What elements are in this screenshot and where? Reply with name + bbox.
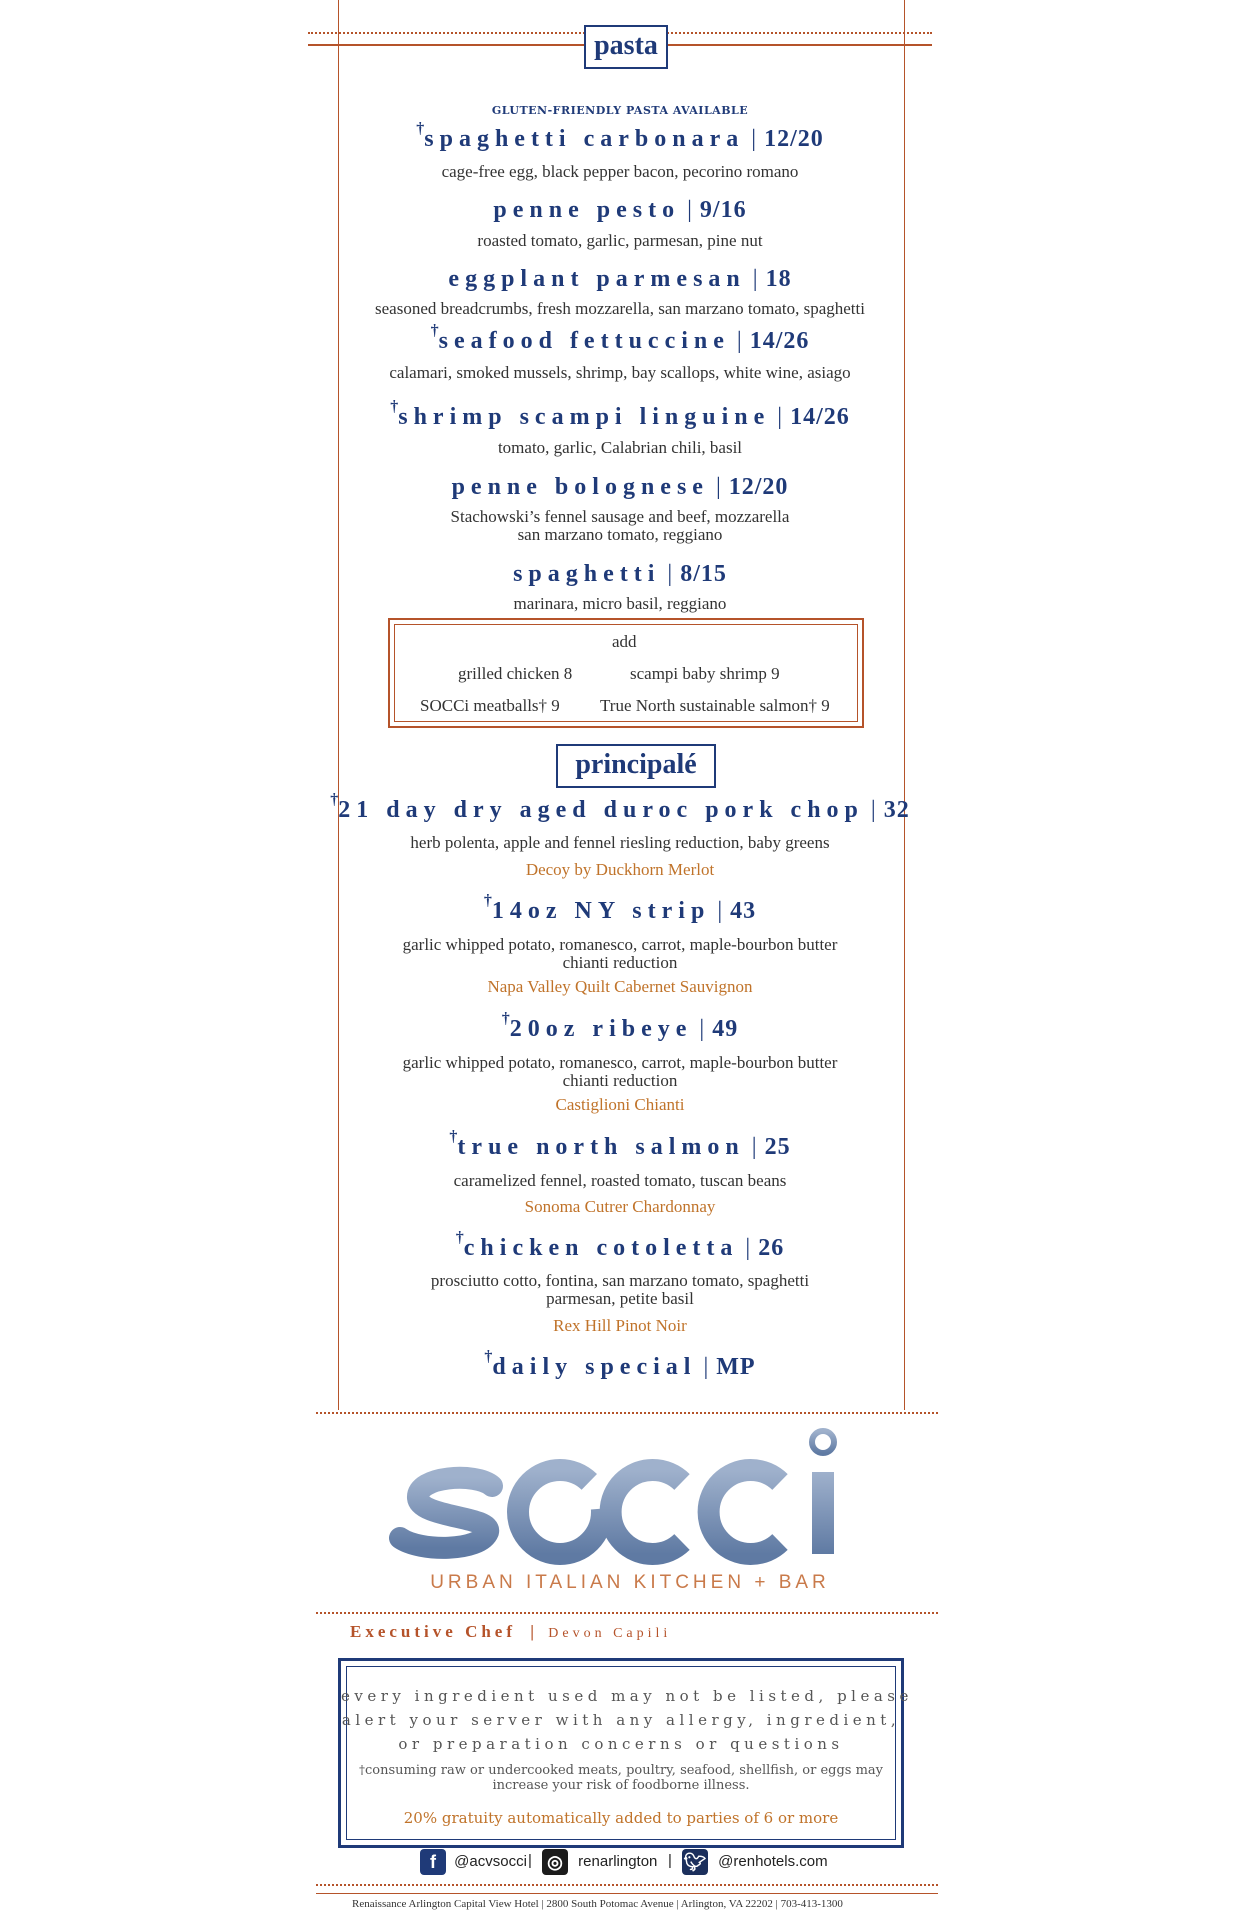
social-sep-1: |: [528, 1852, 532, 1869]
notice-line-2: alert your server with any allergy, ingredient,: [341, 1711, 901, 1729]
price-separator: |: [715, 474, 722, 500]
item-price: 25: [764, 1134, 791, 1160]
raw-warning-1: consuming raw or undercooked meats, poultry, seafood, shellfish, or eggs may: [364, 1763, 884, 1778]
dagger-mark: †: [330, 791, 339, 808]
price-separator: |: [870, 797, 877, 823]
dagger-mark: †: [416, 120, 425, 137]
item-price: 14/26: [749, 328, 810, 354]
dagger-mark: †: [455, 1229, 464, 1246]
item-name: eggplant parmesan: [448, 266, 746, 292]
social-facebook[interactable]: [420, 1849, 527, 1879]
item-description: garlic whipped potato, romanesco, carrot, maple-bourbon butter: [402, 1053, 838, 1072]
menu-item-daily-special: [330, 1348, 910, 1381]
item-price: 43: [730, 898, 757, 924]
executive-chef-line: [350, 1622, 671, 1642]
item-name: 21 day dry aged duroc pork chop: [338, 797, 864, 823]
notice-line-3: or preparation concerns or questions: [398, 1735, 844, 1753]
logo-top-dotted-rule: [316, 1412, 938, 1414]
item-name: penne bolognese: [451, 474, 709, 500]
hotel-address-footer: Renaissance Arlington Capital View Hotel | 2800 South Potomac Avenue | Arlington, VA 22202 | 703-413-1300: [352, 1898, 843, 1910]
item-description: chianti reduction: [562, 1071, 678, 1090]
dagger-mark: †: [483, 892, 492, 909]
instagram-handle: renarlington: [578, 1852, 658, 1870]
item-price: 12/20: [728, 474, 789, 500]
wine-pairing: Decoy by Duckhorn Merlot: [525, 860, 715, 879]
menu-item-spaghetti: [330, 561, 910, 588]
item-name: penne pesto: [493, 197, 681, 223]
item-description: cage-free egg, black pepper bacon, pecorino romano: [441, 162, 799, 181]
item-price: 9/16: [699, 197, 747, 223]
add-grilled-chicken: grilled chicken 8: [458, 664, 573, 683]
wine-pairing: Rex Hill Pinot Noir: [553, 1316, 687, 1335]
price-separator: |: [703, 1354, 710, 1380]
chef-name: Devon Capili: [548, 1626, 672, 1641]
item-price: 49: [712, 1016, 739, 1042]
menu-item-21-day-dry-aged-duroc-pork-chop: [330, 791, 910, 824]
chef-separator: |: [530, 1622, 535, 1641]
social-instagram[interactable]: [542, 1849, 657, 1879]
item-description: herb polenta, apple and fennel riesling reduction, baby greens: [410, 833, 830, 852]
logo-bottom-dotted-rule: [316, 1612, 938, 1614]
dagger-mark: †: [390, 398, 399, 415]
add-title: add: [612, 632, 637, 651]
price-separator: |: [777, 404, 784, 430]
item-price: 32: [883, 797, 910, 823]
gluten-friendly-note: GLUTEN-FRIENDLY PASTA AVAILABLE: [491, 104, 749, 117]
add-salmon: True North sustainable salmon† 9: [600, 696, 830, 715]
raw-warning-2: increase your risk of foodborne illness.: [492, 1778, 750, 1793]
social-sep-2: |: [668, 1852, 672, 1869]
menu-item-penne-bolognese: [330, 474, 910, 501]
item-name: spaghetti carbonara: [424, 126, 745, 152]
notice-line-1: every ingredient used may not be listed, please: [341, 1687, 913, 1705]
raw-warning-dagger: †: [358, 1763, 365, 1777]
item-description: san marzano tomato, reggiano: [517, 525, 723, 544]
facebook-handle: @acvsocci: [454, 1852, 527, 1870]
menu-item-seafood-fettuccine: [330, 322, 910, 355]
item-price: 18: [765, 266, 792, 292]
dagger-mark: †: [501, 1010, 510, 1027]
menu-item-penne-pesto: [330, 197, 910, 224]
dagger-mark: †: [484, 1348, 493, 1365]
pasta-heading: pasta: [584, 25, 668, 69]
add-ons-box: [388, 618, 864, 728]
item-description: tomato, garlic, Calabrian chili, basil: [497, 438, 743, 457]
raw-food-warning: [341, 1763, 901, 1793]
item-name: 14oz NY strip: [491, 898, 711, 924]
footer-dotted-rule: [316, 1884, 938, 1886]
price-separator: |: [745, 1235, 752, 1261]
wine-pairing: Castiglioni Chianti: [555, 1095, 685, 1114]
menu-item-chicken-cotoletta: [330, 1229, 910, 1262]
gratuity-note: 20% gratuity automatically added to parties of 6 or more: [403, 1809, 839, 1827]
item-description: caramelized fennel, roasted tomato, tuscan beans: [453, 1171, 787, 1190]
item-description: garlic whipped potato, romanesco, carrot, maple-bourbon butter: [402, 935, 838, 954]
item-price: 12/20: [764, 126, 824, 152]
add-meatballs: SOCCi meatballs† 9: [420, 696, 560, 715]
allergy-notice-box: [338, 1658, 913, 1848]
menu-item-shrimp-scampi-linguine: [330, 398, 910, 431]
item-description: roasted tomato, garlic, parmesan, pine nut: [477, 231, 763, 250]
price-separator: |: [699, 1016, 706, 1042]
wine-pairing: Sonoma Cutrer Chardonnay: [524, 1197, 716, 1216]
item-name: daily special: [492, 1354, 697, 1380]
dagger-mark: †: [430, 322, 439, 339]
item-price: MP: [716, 1354, 756, 1380]
twitter-handle: @renhotels.com: [718, 1852, 828, 1870]
price-separator: |: [667, 561, 674, 587]
instagram-icon: ◎: [542, 1849, 568, 1875]
item-name: chicken cotoletta: [463, 1235, 739, 1261]
item-name: true north salmon: [457, 1134, 745, 1160]
principale-heading: principalé: [556, 744, 716, 788]
dagger-mark: †: [449, 1128, 458, 1145]
item-name: 20oz ribeye: [509, 1016, 693, 1042]
facebook-icon: f: [420, 1849, 446, 1875]
socci-logo: [380, 1420, 880, 1600]
price-separator: |: [687, 197, 693, 223]
item-description: prosciutto cotto, fontina, san marzano tomato, spaghetti: [430, 1271, 810, 1290]
item-name: spaghetti: [513, 561, 661, 587]
item-name: seafood fettuccine: [438, 328, 730, 354]
item-description: parmesan, petite basil: [546, 1289, 694, 1308]
item-description: calamari, smoked mussels, shrimp, bay scallops, white wine, asiago: [389, 363, 851, 382]
wine-pairing: Napa Valley Quilt Cabernet Sauvignon: [487, 977, 753, 996]
twitter-icon: 🐦︎: [682, 1849, 708, 1875]
price-separator: |: [736, 328, 743, 354]
item-description: Stachowski’s fennel sausage and beef, mozzarella: [450, 507, 790, 526]
price-separator: |: [752, 266, 759, 292]
item-description: marinara, micro basil, reggiano: [513, 594, 727, 613]
price-separator: |: [751, 1134, 758, 1160]
price-separator: |: [751, 126, 758, 152]
menu-item-eggplant-parmesan: [330, 266, 910, 293]
menu-item-true-north-salmon: [330, 1128, 910, 1161]
logo-tagline: URBAN ITALIAN KITCHEN + BAR: [430, 1572, 830, 1593]
menu-item-spaghetti-carbonara: [330, 120, 910, 153]
price-separator: |: [717, 898, 724, 924]
item-price: 8/15: [680, 561, 727, 587]
item-description: chianti reduction: [562, 953, 678, 972]
add-scampi-shrimp: scampi baby shrimp 9: [630, 664, 780, 683]
item-price: 26: [758, 1235, 785, 1261]
menu-item-14oz-ny-strip: [330, 892, 910, 925]
menu-item-20oz-ribeye: [330, 1010, 910, 1043]
item-price: 14/26: [790, 404, 850, 430]
footer-solid-rule: [316, 1893, 938, 1894]
chef-title: Executive Chef: [350, 1622, 517, 1641]
social-twitter[interactable]: [682, 1849, 828, 1879]
item-description: seasoned breadcrumbs, fresh mozzarella, san marzano tomato, spaghetti: [375, 299, 865, 318]
item-name: shrimp scampi linguine: [398, 404, 771, 430]
